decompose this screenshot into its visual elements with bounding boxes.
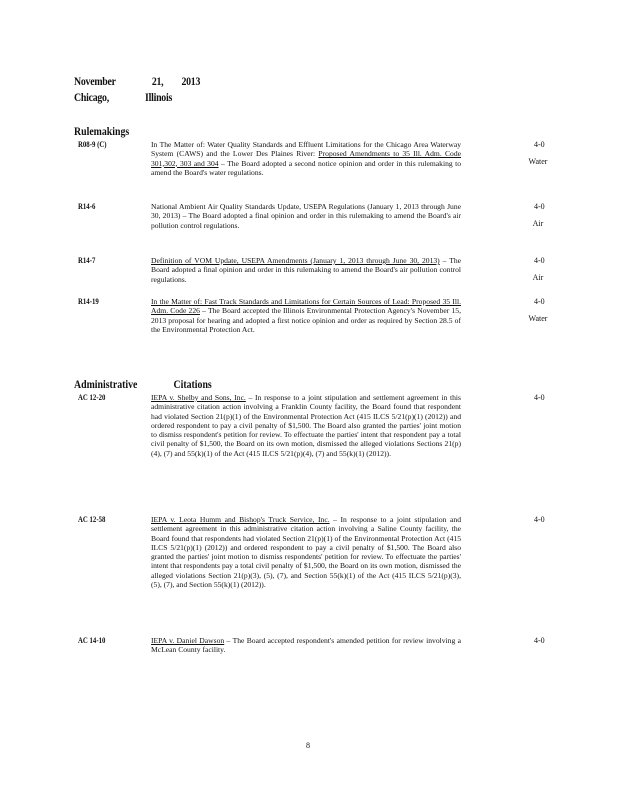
location-line <box>74 90 172 105</box>
header-day: 21, <box>151 74 164 88</box>
case-title-link[interactable]: IEPA v. Daniel Dawson <box>151 636 225 645</box>
page-number: 8 <box>306 741 310 750</box>
media-type: Air <box>532 273 544 282</box>
entry-body: IEPA v. Shelby and Sons, Inc. – In response to a joint stipulation and settlement agreement in this administrative citation action involving a Franklin County facility, the Board found that respondent had violated Section 21(p)(1) of the Environmental Protection Act (415 ILCS 5/21(p)(1) (2012)) and ordered respondent to pay a civil penalty of $1,500. The Board also granted the parties' joint motion to dismiss respondent's petition for review. To effectuate the parties' intent that respondent pay a total civil penalty of $1,500, the Board on its own motion, dismissed the alleged violations Sections 21(p)(4), (7) and 55(k)(1) of the Act (415 ILCS 5/21(p)(4), (7) and 55(k)(1) (2012)). <box>151 393 461 458</box>
entry-body: IEPA v. Daniel Dawson – The Board accepted respondent's amended petition for review involving a McLean County facility. <box>151 636 461 655</box>
header-state: Illinois <box>145 90 173 104</box>
media-type: Water <box>528 157 548 166</box>
case-number: R14-6 <box>78 202 96 211</box>
date-line <box>74 74 200 89</box>
vote-count: 4-0 <box>534 256 545 265</box>
case-title-link[interactable]: IEPA v. Leota Humm and Bishop's Truck Service, Inc. <box>151 515 330 524</box>
media-type: Air <box>532 219 544 228</box>
case-number: R14-19 <box>78 297 99 306</box>
entry-body: IEPA v. Leota Humm and Bishop's Truck Service, Inc. – In response to a joint stipulation and settlement agreement in this administrative citation action involving a Saline County facility, the Board found that respondents had violated Section 21(p)(1) of the Environmental Protection Act (415 ILCS 5/21(p)(1) (2012)) and ordered respondent to pay a civil penalty of $1,500. The Board also granted the parties' joint motion to dismiss respondents' petition for review. To effectuate the parties' intent that respondents pay a total civil penalty of $1,500, the Board on its own motion, dismissed the alleged violations Section 21(p)(3), (5), (7), and Section 55(k)(1) of the Act (415 ILCS 5/21(p)(3), (5), (7), and Section 55(k)(1) (2012)). <box>151 515 461 590</box>
entry-body: Definition of VOM Update, USEPA Amendments (January 1, 2013 through June 30, 2013) – The Board adopted a final opinion and order in this rulemaking to amend the Board's air pollution control regulations. <box>151 256 461 284</box>
header-year: 2013 <box>181 74 201 88</box>
case-number: AC 12-20 <box>78 393 106 402</box>
case-number: R08-9 (C) <box>78 140 107 149</box>
vote-count: 4-0 <box>534 140 545 149</box>
vote-count: 4-0 <box>534 297 545 306</box>
vote-count: 4-0 <box>534 393 545 402</box>
case-title-link[interactable]: IEPA v. Shelby and Sons, Inc. <box>151 393 246 402</box>
case-number: AC 14-10 <box>78 636 106 645</box>
entry-body: National Ambient Air Quality Standards Update, USEPA Regulations (January 1, 2013 through June 30, 2013) – The Board adopted a final opinion and order in this rulemaking to amend the Board's air pollution control regulations. <box>151 202 461 230</box>
vote-count: 4-0 <box>534 202 545 211</box>
case-number: R14-7 <box>78 256 96 265</box>
administrative-citations-heading: Administrative Citations <box>74 377 212 391</box>
vote-count: 4-0 <box>534 636 545 645</box>
vote-count: 4-0 <box>534 515 545 524</box>
entry-body: In the Matter of: Fast Track Standards and Limitations for Certain Sources of Lead: Proposed 35 Ill. Adm. Code 226 – The Board accepted the Illinois Environmental Protection Agency's November 15, 2013 proposal for hearing and adopted a first notice opinion and order as required by Section 28.5 of the Environmental Protection Act. <box>151 297 461 334</box>
case-number: AC 12-58 <box>78 515 106 524</box>
header-month: November <box>74 74 116 88</box>
entry-body: In The Matter of: Water Quality Standards and Effluent Limitations for the Chicago Area Waterway System (CAWS) and the Lower Des Plaines River: Proposed Amendments to 35 Ill. Adm. Code 301,302, 303 and 304 – The Board adopted a second notice opinion and order in this rulemaking to amend the Board's water regulations. <box>151 140 461 177</box>
case-title-link[interactable]: In the Matter of: Fast Track Standards and Limitations for Certain Sources of Lead: Proposed 35 Ill. Adm. Code 226 <box>151 297 461 316</box>
rulemakings-heading: Rulemakings <box>74 124 130 138</box>
media-type: Water <box>528 314 548 323</box>
header-city: Chicago, <box>74 90 109 104</box>
case-title-link[interactable]: Definition of VOM Update, USEPA Amendments (January 1, 2013 through June 30, 2013) <box>151 256 440 265</box>
case-title-link[interactable]: Proposed Amendments to 35 Ill. Adm. Code 301,302, 303 and 304 <box>151 149 461 168</box>
